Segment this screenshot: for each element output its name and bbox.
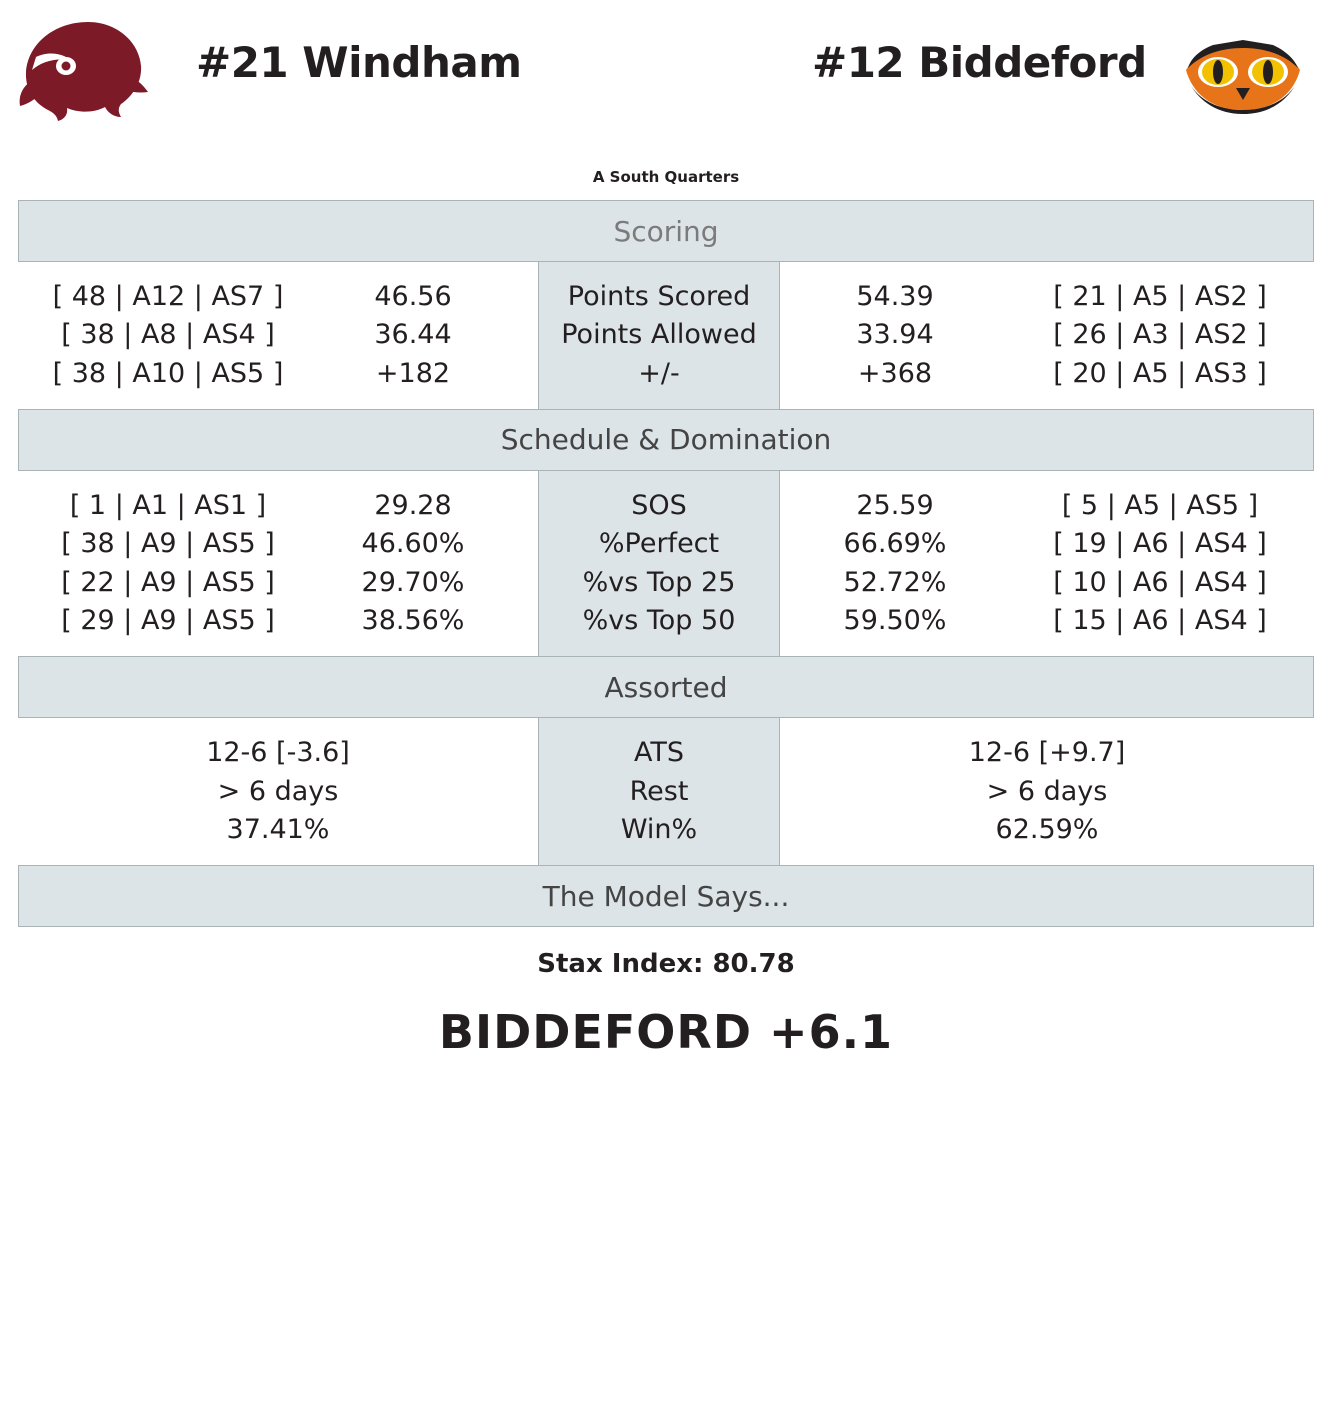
scoring-right-ranks (1010, 278, 1310, 393)
stat-label: SOS (631, 489, 687, 521)
scoring-left-values (318, 278, 508, 393)
stat-label: Points Allowed (561, 319, 757, 351)
rank-cell: [ 48 | A12 | AS7 ] (52, 281, 284, 312)
scoring-left (18, 262, 538, 409)
stat-label: Win% (620, 813, 698, 845)
rank-cell: [ 5 | A5 | AS5 ] (1061, 489, 1259, 521)
right-team-name: #12 Biddeford (812, 38, 1147, 87)
schedule-right-values (780, 487, 1010, 640)
value-cell: 29.70% (361, 566, 465, 598)
stat-label: +/- (638, 357, 680, 389)
stat-label: Rest (629, 775, 689, 807)
schedule-right-ranks (1010, 487, 1310, 640)
schedule-left (18, 471, 538, 656)
assorted-block (18, 718, 1314, 865)
value-cell: 46.56 (374, 281, 452, 312)
section-header-model: The Model Says... (18, 865, 1314, 927)
tiger-eyes-logo (1168, 14, 1318, 144)
value-cell: 36.44 (374, 319, 452, 351)
model-verdict: BIDDEFORD +6.1 (438, 1005, 894, 1060)
rank-cell: [ 38 | A9 | AS5 ] (61, 528, 275, 560)
scoring-right (780, 262, 1314, 409)
rank-cell: [ 1 | A1 | AS1 ] (69, 489, 267, 521)
value-cell: 29.28 (374, 489, 452, 521)
rank-cell: [ 38 | A10 | AS5 ] (52, 357, 284, 389)
section-header-scoring: Scoring (18, 200, 1314, 262)
rank-cell: [ 19 | A6 | AS4 ] (1053, 528, 1267, 560)
schedule-right (780, 471, 1314, 656)
value-cell: 37.41% (226, 813, 330, 845)
value-cell: 12-6 [+9.7] (968, 737, 1126, 769)
matchup-subtitle: A South Quarters (592, 168, 740, 186)
value-cell: 62.59% (995, 813, 1099, 845)
rank-cell: [ 15 | A6 | AS4 ] (1053, 604, 1267, 636)
stat-label: Points Scored (567, 281, 751, 312)
stat-label: %Perfect (598, 528, 720, 560)
rank-cell: [ 26 | A3 | AS2 ] (1053, 319, 1267, 351)
value-cell: 66.69% (843, 528, 947, 560)
schedule-left-values (318, 487, 508, 640)
assorted-left (18, 718, 538, 865)
stat-label: %vs Top 25 (582, 566, 736, 598)
scoring-right-values (780, 278, 1010, 393)
value-cell: +182 (375, 357, 451, 389)
assorted-right-values (780, 734, 1314, 849)
scoring-labels (538, 262, 780, 409)
stat-label: %vs Top 50 (582, 604, 736, 636)
assorted-left-values (18, 734, 538, 849)
scoring-left-ranks (18, 278, 318, 393)
rank-cell: [ 29 | A9 | AS5 ] (61, 604, 275, 636)
value-cell: > 6 days (986, 775, 1108, 807)
section-header-assorted: Assorted (18, 656, 1314, 718)
schedule-labels (538, 471, 780, 656)
stax-index: Stax Index: 80.78 (537, 949, 795, 980)
schedule-block (18, 471, 1314, 656)
assorted-right (780, 718, 1314, 865)
stat-sheet (18, 200, 1314, 927)
value-cell: +368 (857, 357, 933, 389)
scoring-block (18, 262, 1314, 409)
hawk-head-logo (14, 14, 164, 144)
value-cell: > 6 days (217, 775, 339, 807)
value-cell: 52.72% (843, 566, 947, 598)
value-cell: 25.59 (856, 489, 934, 521)
left-team-name: #21 Windham (196, 38, 522, 87)
rank-cell: [ 38 | A8 | AS4 ] (61, 319, 275, 351)
page-header (0, 0, 1332, 160)
rank-cell: [ 22 | A9 | AS5 ] (61, 566, 275, 598)
value-cell: 46.60% (361, 528, 465, 560)
value-cell: 54.39 (856, 281, 934, 312)
value-cell: 12-6 [-3.6] (206, 737, 350, 769)
value-cell: 59.50% (843, 604, 947, 636)
schedule-left-ranks (18, 487, 318, 640)
stat-label: ATS (633, 737, 684, 769)
rank-cell: [ 21 | A5 | AS2 ] (1053, 281, 1267, 312)
value-cell: 33.94 (856, 319, 934, 351)
value-cell: 38.56% (361, 604, 465, 636)
section-header-schedule: Schedule & Domination (18, 409, 1314, 471)
assorted-labels (538, 718, 780, 865)
rank-cell: [ 10 | A6 | AS4 ] (1053, 566, 1267, 598)
rank-cell: [ 20 | A5 | AS3 ] (1053, 357, 1267, 389)
